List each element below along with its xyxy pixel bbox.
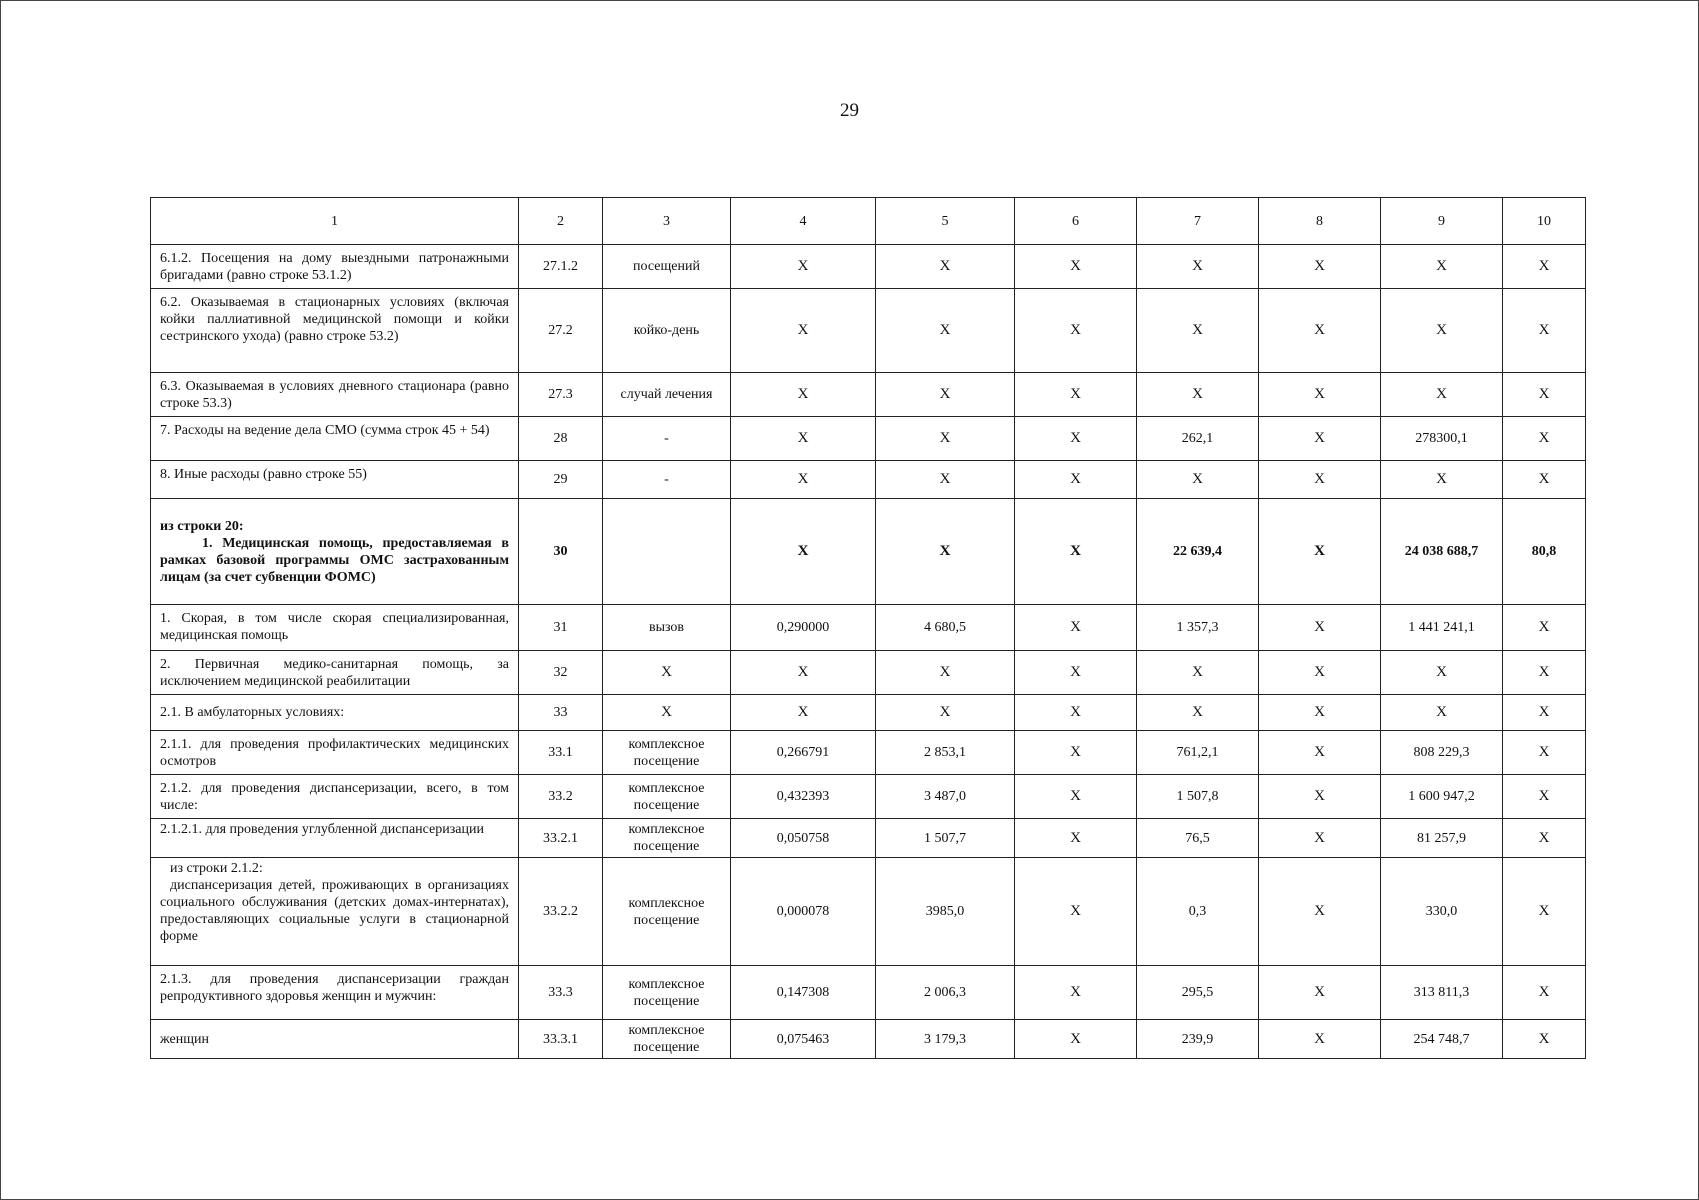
- table-row: [151, 1020, 1586, 1059]
- cell-col6: X: [1015, 695, 1137, 731]
- cell-col5: X: [876, 289, 1015, 373]
- cell-col8: X: [1259, 605, 1381, 651]
- table-row: [151, 695, 1586, 731]
- column-header: 8: [1259, 198, 1381, 245]
- row-description: 2.1.2. для проведения диспансеризации, всего, в том числе:: [151, 775, 519, 819]
- cell-col7: 1 357,3: [1137, 605, 1259, 651]
- cell-col7: 761,2,1: [1137, 731, 1259, 775]
- column-header: 10: [1503, 198, 1586, 245]
- cell-col5: 2 853,1: [876, 731, 1015, 775]
- cell-col7: 1 507,8: [1137, 775, 1259, 819]
- row-description: [151, 858, 519, 966]
- cell-col5: X: [876, 373, 1015, 417]
- row-unit: случай лечения: [603, 373, 731, 417]
- row-unit: комплексное посещение: [603, 858, 731, 966]
- cell-col8: X: [1259, 858, 1381, 966]
- cell-col7: 239,9: [1137, 1020, 1259, 1059]
- row-code: 33.3.1: [519, 1020, 603, 1059]
- table-row: [151, 966, 1586, 1020]
- row-description: 7. Расходы на ведение дела СМО (сумма строк 45 + 54): [151, 417, 519, 461]
- cell-col9: X: [1381, 695, 1503, 731]
- row-unit: посещений: [603, 245, 731, 289]
- cell-col8: X: [1259, 461, 1381, 499]
- cell-col9: 1 441 241,1: [1381, 605, 1503, 651]
- table-row: [151, 417, 1586, 461]
- table-row: [151, 499, 1586, 605]
- cell-col5: X: [876, 651, 1015, 695]
- column-header: 7: [1137, 198, 1259, 245]
- row-unit: комплексное посещение: [603, 819, 731, 858]
- cell-col5: 3 487,0: [876, 775, 1015, 819]
- cell-col7: 295,5: [1137, 966, 1259, 1020]
- column-header: 5: [876, 198, 1015, 245]
- row-code: 33.3: [519, 966, 603, 1020]
- cell-col8: X: [1259, 245, 1381, 289]
- row-code: 33.1: [519, 731, 603, 775]
- cell-col5: X: [876, 245, 1015, 289]
- table-header-row: [151, 198, 1586, 245]
- cell-col9: 254 748,7: [1381, 1020, 1503, 1059]
- table-row: [151, 289, 1586, 373]
- cell-col7: X: [1137, 245, 1259, 289]
- row-code: 32: [519, 651, 603, 695]
- row-description: 2.1.2.1. для проведения углубленной диспансеризации: [151, 819, 519, 858]
- table-row: [151, 858, 1586, 966]
- cell-col7: X: [1137, 651, 1259, 695]
- cell-col10: X: [1503, 966, 1586, 1020]
- column-header: 9: [1381, 198, 1503, 245]
- cell-col5: X: [876, 695, 1015, 731]
- cell-col6: X: [1015, 858, 1137, 966]
- cell-col8: X: [1259, 731, 1381, 775]
- cell-col6: X: [1015, 731, 1137, 775]
- cell-col7: 0,3: [1137, 858, 1259, 966]
- cell-col8: X: [1259, 373, 1381, 417]
- row-code: 29: [519, 461, 603, 499]
- row-description: 2.1. В амбулаторных условиях:: [151, 695, 519, 731]
- cell-col6: X: [1015, 417, 1137, 461]
- cell-col4: 0,432393: [731, 775, 876, 819]
- cell-col7: 76,5: [1137, 819, 1259, 858]
- cell-col10: X: [1503, 731, 1586, 775]
- cell-col10: X: [1503, 289, 1586, 373]
- cell-col5: X: [876, 499, 1015, 605]
- cell-col9: 1 600 947,2: [1381, 775, 1503, 819]
- column-header: 6: [1015, 198, 1137, 245]
- row-code: 31: [519, 605, 603, 651]
- cell-col6: X: [1015, 289, 1137, 373]
- cell-col9: X: [1381, 373, 1503, 417]
- row-code: 33.2: [519, 775, 603, 819]
- cell-col5: 3985,0: [876, 858, 1015, 966]
- cell-col10: X: [1503, 417, 1586, 461]
- row-description-heading: из строки 20:: [160, 518, 244, 534]
- table-row: [151, 731, 1586, 775]
- cell-col4: 0,266791: [731, 731, 876, 775]
- cell-col6: X: [1015, 605, 1137, 651]
- table-row: [151, 651, 1586, 695]
- cell-col4: 0,000078: [731, 858, 876, 966]
- cell-col4: 0,050758: [731, 819, 876, 858]
- column-header: 2: [519, 198, 603, 245]
- cell-col4: X: [731, 499, 876, 605]
- cell-col7: X: [1137, 289, 1259, 373]
- row-description: 1. Скорая, в том числе скорая специализированная, медицинская помощь: [151, 605, 519, 651]
- cell-col4: 0,075463: [731, 1020, 876, 1059]
- cell-col8: X: [1259, 289, 1381, 373]
- row-description: 8. Иные расходы (равно строке 55): [151, 461, 519, 499]
- row-description-text: 1. Медицинская помощь, предоставляемая в рамках базовой программы ОМС застрахованным лицам (за счет субвенции ФОМС): [160, 535, 509, 585]
- cell-col6: X: [1015, 245, 1137, 289]
- cell-col7: 262,1: [1137, 417, 1259, 461]
- cell-col6: X: [1015, 651, 1137, 695]
- cell-col4: 0,290000: [731, 605, 876, 651]
- cell-col5: 1 507,7: [876, 819, 1015, 858]
- cell-col4: X: [731, 245, 876, 289]
- table-row: [151, 605, 1586, 651]
- cell-col5: 2 006,3: [876, 966, 1015, 1020]
- page-number: 29: [840, 100, 859, 121]
- table-row: [151, 775, 1586, 819]
- cell-col9: 808 229,3: [1381, 731, 1503, 775]
- cell-col5: X: [876, 461, 1015, 499]
- cell-col4: X: [731, 461, 876, 499]
- row-unit: комплексное посещение: [603, 775, 731, 819]
- cell-col6: X: [1015, 373, 1137, 417]
- cell-col9: 81 257,9: [1381, 819, 1503, 858]
- cell-col4: X: [731, 695, 876, 731]
- cell-col10: X: [1503, 775, 1586, 819]
- column-header: 3: [603, 198, 731, 245]
- column-header: 4: [731, 198, 876, 245]
- cell-col4: X: [731, 289, 876, 373]
- column-header: 1: [151, 198, 519, 245]
- row-code: 33.2.1: [519, 819, 603, 858]
- cell-col10: X: [1503, 461, 1586, 499]
- cell-col10: X: [1503, 373, 1586, 417]
- cell-col4: X: [731, 417, 876, 461]
- cell-col6: X: [1015, 819, 1137, 858]
- cell-col6: X: [1015, 1020, 1137, 1059]
- cell-col10: X: [1503, 1020, 1586, 1059]
- row-unit: комплексное посещение: [603, 1020, 731, 1059]
- cell-col7: X: [1137, 373, 1259, 417]
- cell-col8: X: [1259, 417, 1381, 461]
- table-row: [151, 373, 1586, 417]
- cell-col8: X: [1259, 966, 1381, 1020]
- cell-col8: X: [1259, 819, 1381, 858]
- cell-col6: X: [1015, 775, 1137, 819]
- cell-col8: X: [1259, 775, 1381, 819]
- row-unit: [603, 499, 731, 605]
- cell-col8: X: [1259, 499, 1381, 605]
- row-code: 27.3: [519, 373, 603, 417]
- cell-col10: 80,8: [1503, 499, 1586, 605]
- row-unit: X: [603, 695, 731, 731]
- cell-col9: X: [1381, 289, 1503, 373]
- row-unit: -: [603, 417, 731, 461]
- cell-col4: 0,147308: [731, 966, 876, 1020]
- cell-col7: X: [1137, 695, 1259, 731]
- row-description: [151, 499, 519, 605]
- row-description: 2.1.1. для проведения профилактических медицинских осмотров: [151, 731, 519, 775]
- row-unit: вызов: [603, 605, 731, 651]
- table-row: [151, 819, 1586, 858]
- row-description: 6.2. Оказываемая в стационарных условиях (включая койки паллиативной медицинской помощи и койки сестринского ухода) (равно строке 53.2): [151, 289, 519, 373]
- row-code: 27.1.2: [519, 245, 603, 289]
- data-table: [150, 197, 1586, 1059]
- cell-col10: X: [1503, 605, 1586, 651]
- cell-col6: X: [1015, 499, 1137, 605]
- row-description: 2.1.3. для проведения диспансеризации граждан репродуктивного здоровья женщин и мужчин:: [151, 966, 519, 1020]
- cell-col9: 24 038 688,7: [1381, 499, 1503, 605]
- row-description-text: диспансеризация детей, проживающих в организациях социального обслуживания (детских домах-интернатах), предоставляющих социальные услуги в стационарной форме: [160, 878, 509, 944]
- row-unit: -: [603, 461, 731, 499]
- row-unit: комплексное посещение: [603, 966, 731, 1020]
- cell-col6: X: [1015, 461, 1137, 499]
- cell-col4: X: [731, 651, 876, 695]
- table-row: [151, 245, 1586, 289]
- cell-col6: X: [1015, 966, 1137, 1020]
- row-description: женщин: [151, 1020, 519, 1059]
- row-unit: койко-день: [603, 289, 731, 373]
- cell-col9: 313 811,3: [1381, 966, 1503, 1020]
- table-row: [151, 461, 1586, 499]
- cell-col10: X: [1503, 245, 1586, 289]
- cell-col8: X: [1259, 651, 1381, 695]
- row-code: 27.2: [519, 289, 603, 373]
- row-code: 33: [519, 695, 603, 731]
- cell-col4: X: [731, 373, 876, 417]
- cell-col9: X: [1381, 461, 1503, 499]
- cell-col10: X: [1503, 819, 1586, 858]
- cell-col8: X: [1259, 695, 1381, 731]
- cell-col10: X: [1503, 858, 1586, 966]
- row-code: 28: [519, 417, 603, 461]
- cell-col8: X: [1259, 1020, 1381, 1059]
- row-description-heading: из строки 2.1.2:: [170, 861, 263, 876]
- row-code: 33.2.2: [519, 858, 603, 966]
- cell-col9: X: [1381, 651, 1503, 695]
- row-unit: X: [603, 651, 731, 695]
- cell-col7: X: [1137, 461, 1259, 499]
- cell-col10: X: [1503, 695, 1586, 731]
- cell-col10: X: [1503, 651, 1586, 695]
- cell-col9: 278300,1: [1381, 417, 1503, 461]
- cell-col5: 4 680,5: [876, 605, 1015, 651]
- cell-col7: 22 639,4: [1137, 499, 1259, 605]
- row-code: 30: [519, 499, 603, 605]
- row-description: 2. Первичная медико-санитарная помощь, за исключением медицинской реабилитации: [151, 651, 519, 695]
- cell-col5: 3 179,3: [876, 1020, 1015, 1059]
- row-unit: комплексное посещение: [603, 731, 731, 775]
- cell-col9: 330,0: [1381, 858, 1503, 966]
- row-description: 6.3. Оказываемая в условиях дневного стационара (равно строке 53.3): [151, 373, 519, 417]
- cell-col5: X: [876, 417, 1015, 461]
- cell-col9: X: [1381, 245, 1503, 289]
- row-description: 6.1.2. Посещения на дому выездными патронажными бригадами (равно строке 53.1.2): [151, 245, 519, 289]
